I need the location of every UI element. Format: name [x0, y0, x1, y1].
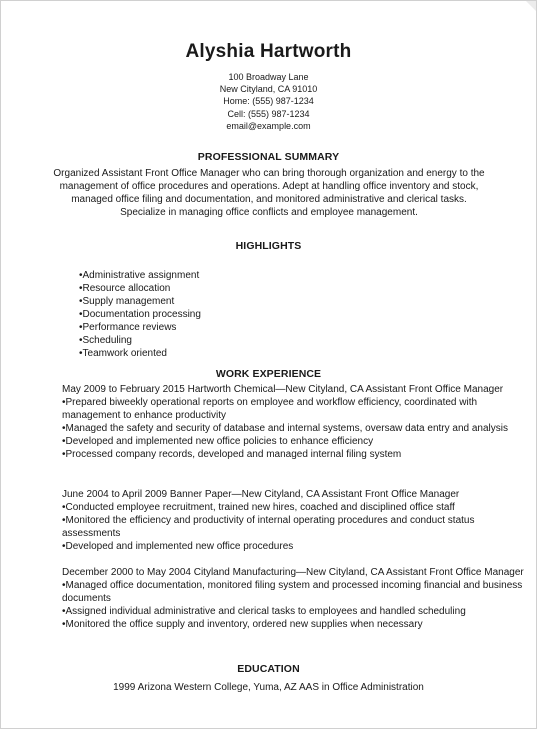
education-entry: 1999 Arizona Western College, Yuma, AZ AAS in Office Administration: [113, 682, 424, 693]
highlights-heading: HIGHLIGHTS: [235, 240, 302, 252]
address-line-1: 100 Broadway Lane: [228, 72, 309, 82]
highlights-list: [79, 269, 201, 360]
job-entry: [62, 383, 532, 461]
page-corner: [526, 1, 536, 11]
cell-phone: Cell: (555) 987-1234: [227, 108, 310, 119]
job-entry: [62, 488, 532, 553]
list-item: •Supply management: [79, 296, 175, 307]
list-item: •Developed and implemented new office policies to enhance efficiency: [62, 436, 374, 447]
list-item: •Documentation processing: [79, 309, 201, 320]
list-item: •Scheduling: [79, 335, 132, 346]
job-header: December 2000 to May 2004 Cityland Manufacturing—New Cityland, CA Assistant Front Office Manager: [62, 567, 524, 578]
list-item: •Conducted employee recruitment, trained new hires, coached and disciplined office staff: [62, 502, 455, 513]
education-heading: EDUCATION: [237, 663, 300, 675]
summary-heading: PROFESSIONAL SUMMARY: [197, 151, 340, 163]
list-item: •Developed and implemented new office procedures: [62, 541, 294, 552]
summary-text: Organized Assistant Front Office Manager who can bring thorough organization and energy to the management of office procedures and operations. Adept at handling office inventory and stock, managed office filing and documentation, and monitored administrative and clerical tasks. Specialize in managing office conflicts and employee management.: [53, 168, 485, 218]
candidate-name: Alyshia Hartworth: [185, 41, 352, 62]
list-item: •Prepared biweekly operational reports on employee and workflow efficiency, coordinated with management to enhance productivity: [62, 397, 478, 421]
list-item: •Teamwork oriented: [79, 348, 167, 359]
list-item: •Monitored the office supply and inventory, ordered new supplies when necessary: [62, 619, 423, 630]
list-item: •Assigned individual administrative and clerical tasks to employees and handled scheduling: [62, 606, 466, 617]
job-header: May 2009 to February 2015 Hartworth Chemical—New Cityland, CA Assistant Front Office Manager: [62, 384, 504, 395]
address-line-2: New Cityland, CA 91010: [219, 84, 318, 95]
list-item: •Processed company records, developed and managed internal filing system: [62, 449, 402, 460]
email-address: email@example.com: [226, 120, 311, 131]
list-item: •Monitored the efficiency and productivity of internal operating procedures and conduct status assessments: [62, 515, 475, 539]
list-item: •Administrative assignment: [79, 270, 200, 281]
list-item: •Performance reviews: [79, 322, 177, 333]
experience-heading: WORK EXPERIENCE: [215, 368, 322, 380]
list-item: •Managed the safety and security of database and internal systems, oversaw data entry and analysis: [62, 423, 508, 434]
job-header: June 2004 to April 2009 Banner Paper—New Cityland, CA Assistant Front Office Manager: [62, 489, 460, 500]
contact-block: [1, 71, 536, 132]
home-phone: Home: (555) 987-1234: [223, 96, 314, 107]
list-item: •Resource allocation: [79, 283, 171, 294]
list-item: •Managed office documentation, monitored filing system and processed incoming financial and business documents: [62, 580, 523, 604]
job-entry: [62, 566, 532, 631]
